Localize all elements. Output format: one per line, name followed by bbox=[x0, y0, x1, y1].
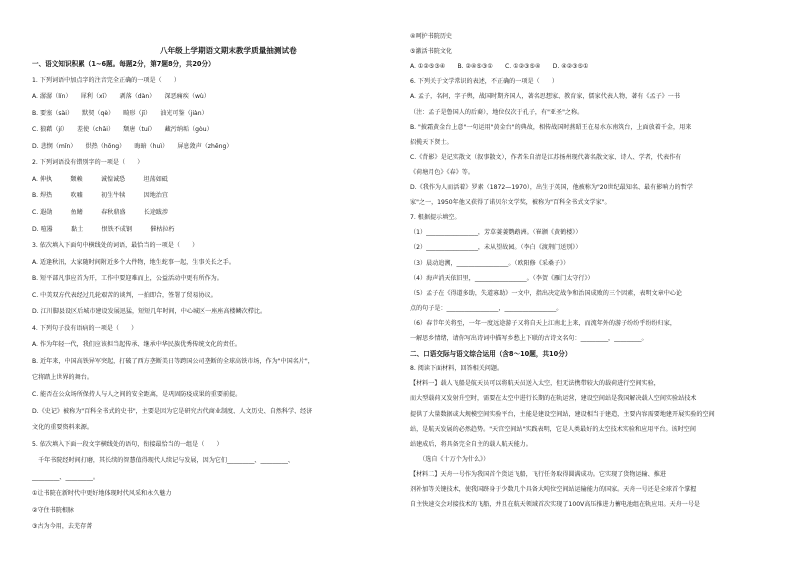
right-line-16: （4）海声消天依旧里，_________________。（李贺《雁门太守行》） bbox=[410, 274, 594, 282]
right-line-30: 剂补加等关键技术，使我国跻身于少数几个具备大吨位空间站运输能力的国家。天舟一号还是全球首个掌握 bbox=[410, 486, 697, 493]
right-line-24: 而大型载荷又发射升空时，需要在太空中进行长期的在轨运营，建设空间站是我国解决载人空间实验站技术 bbox=[410, 395, 697, 403]
right-line-13: （1）_________________，芳草萋萋鹦鹉洲。（崔颢《黄鹤楼》） bbox=[410, 229, 582, 237]
right-line-15: （3）晨动追溯，_________________。（欧阳修《采桑子》） bbox=[410, 259, 570, 267]
right-line-25: 提供了大量数据或大规模空间实验平台，主能是建设空间站，建设相当于建造，主要内容需要地建开展实验的空间 bbox=[410, 410, 715, 418]
right-line-7: 招揽天下贤士。 bbox=[410, 138, 453, 146]
left-line-4: C. 狼藉（jí） 差使（chāi） 颓唐（tuí） 藏污纳垢（gòu） bbox=[32, 126, 213, 134]
left-line-16: 4. 下列句子没有语病的一项是（ ） bbox=[32, 324, 138, 332]
right-line-18: 点的句子是：_________________，_________________。 bbox=[410, 304, 563, 312]
right-line-19: （6）春节年关将至，一年一度远途游子又将自天上江南北上来，而流年外的游子纷纷乎纷纷归家， bbox=[410, 319, 676, 327]
right-line-12: 7. 根据提示填空。 bbox=[410, 214, 461, 222]
right-line-5: （注：孟子是鲁国人的后裔），地位仅次于孔子，有"亚圣"之称。 bbox=[410, 108, 584, 116]
right-line-22: 8. 阅读下面材料，回答相关问题。 bbox=[410, 365, 504, 373]
left-line-7: A. 伸执 颓赖 诚惶诚恐 坦荡如砥 bbox=[32, 175, 168, 183]
right-line-3: 6. 下列关于文学常识的表述，不正确的一项是（ ） bbox=[410, 78, 558, 86]
right-line-14: （2）_________________，未从望故园。（李白《渡荆门送别》） bbox=[410, 244, 582, 252]
left-line-27: ②守住书院根脉 bbox=[32, 506, 75, 514]
left-line-24: 千年书院经时间打磨，其长续的智慧值得现代人续记与发展，因为它们_________、_________、 bbox=[32, 457, 295, 465]
right-line-0: ④呵护书院历史 bbox=[410, 33, 453, 40]
right-line-17: （5）孟子在《得道多助，失道寡助》一文中，指出决定战争和治国成败的三个因素，表明文章中心论 bbox=[410, 289, 683, 297]
left-line-15: D. 江川脚县设区后城市建设发展迅猛，短短几年时间，中心城区一座座高楼鳞次栉比。 bbox=[32, 308, 267, 316]
right-line-20: 一解思乡情绪，请你写出诗词中描写乡愁上下联的古诗文名句：_________，_________。 bbox=[410, 335, 648, 342]
right-line-8: C.《背影》是记实散文（叙事散文），作者朱自清是江苏扬州现代著名散文家、诗人、学者，代表作有 bbox=[410, 153, 682, 161]
right-line-27: 站建成后，将具备完全自主的载人航天能力。 bbox=[410, 440, 532, 448]
right-line-26: 站，是航天发展的必然趋势。"天宫空间站"实践表明，它是人类最好的太空技术实验和应用平台。该时空间 bbox=[410, 425, 696, 433]
right-line-2: A. ①②⑤③④ B. ②④⑤③① C. ①②③⑤④ D. ④②③⑤① bbox=[410, 63, 589, 71]
left-line-0: 一、语文知识积累（1~6题。每题2分，第7题8分，共20分） bbox=[32, 60, 215, 68]
page-title: 八年级上学期语文期末教学质量抽测试卷 bbox=[160, 46, 297, 55]
left-line-28: ③古为今用，去芜存菁 bbox=[32, 523, 93, 531]
left-line-18: B. 近年来，中国高铁异军突起，打破了西方垄断美日等跨国公司垄断的全球高铁市场，作为"中国名片"， bbox=[32, 357, 314, 365]
right-line-23: 【材料一】载人飞船是航天员可以将航天员送入太空，但无法携带较大的载荷进行空间实验， bbox=[410, 380, 660, 388]
left-line-8: B. 焊热 吹嘘 初生牛犊 因地治宜 bbox=[32, 192, 169, 200]
right-line-21: 二、口语交际与语文综合运用（含8～10题，共10分） bbox=[410, 350, 572, 359]
left-line-6: 2. 下列词语没有错别字的一项是（ ） bbox=[32, 159, 144, 167]
left-line-2: A. 潺潺（lín） 犀利（xī） 剥落（dàn） 深恶痛疾（wù） bbox=[32, 93, 210, 101]
left-line-13: B. 短平部凡事应首为开，工作中要迎难而上，公益活动中更有所作为。 bbox=[32, 275, 223, 283]
right-line-11: 家"之一，1950年他又获得了诺贝尔文学奖，被称为"百科全书式文学家"。 bbox=[410, 199, 611, 207]
right-line-28: （选自《十万个为什么》） bbox=[410, 455, 490, 463]
right-line-10: D.《我作为人而活着》罗素（1872—1970），出生于英国，他被称为"20世纪最知名、最有影响力的哲学 bbox=[410, 184, 693, 191]
left-line-21: D.《史记》被称为"百科全书式的史书"，主要是因为它是研究古代商业制度、人文历史、自然科学、经济 bbox=[32, 407, 313, 415]
right-line-29: 【材料二】天舟一号作为我国首个货运飞船，飞行任务取得圆满成功。它实现了货物运输、推进 bbox=[410, 470, 666, 478]
right-line-31: 自主快速交会对接技术的飞船，并且在航天领域首次实现了100V高压推进力蓄电池组在轨应用。天舟一号是 bbox=[410, 501, 701, 509]
left-line-1: 1. 下列词语中加点字的注音完全正确的一项是（ ） bbox=[32, 76, 180, 84]
right-line-6: B. "披霜黄金台上意"一句运用"黄金台"的典故，相传战国时燕昭王在易水东南筑台，上面放着千金，用来 bbox=[410, 123, 692, 131]
left-line-10: D. 喧嚣 黏土 恨铁不成钢 催枯拉朽 bbox=[32, 225, 175, 233]
left-line-26: ①让书院在新时代中更好地体现时代风采和永久魅力 bbox=[32, 490, 172, 498]
right-line-4: A. 孟子，名轲，字子舆，战国时期齐国人，著名思想家、教育家，儒家代表人物，著有《孟子》一书 bbox=[410, 93, 680, 101]
left-line-14: C. 中美双方代表经过几轮艰苦的谈判，一拍即合，签署了贸易协议。 bbox=[32, 291, 217, 299]
right-line-9: 《荷塘月色》《春》等。 bbox=[410, 168, 474, 176]
left-line-9: C. 遐勋 鱼鳍 春秋鼎盛 长途跋涉 bbox=[32, 208, 169, 216]
right-line-1: ⑤激活书院文化 bbox=[410, 48, 453, 56]
left-line-22: 文化的重要资料来源。 bbox=[32, 424, 93, 432]
left-line-3: B. 要塞（sài） 默契（qè） 畸形（jī） 油光可鉴（jiàn） bbox=[32, 109, 208, 117]
left-line-25: _________、_________。 bbox=[32, 473, 100, 481]
left-line-23: 5. 依次填入下面一段文字横线处的语句，衔接最恰当的一组是（ ） bbox=[32, 440, 223, 448]
left-line-19: 它将踏上世界的舞台。 bbox=[32, 374, 93, 382]
left-line-20: C. 能否在公众场所保持人与人之间的安全距离，是巩固防疫成果的重要前提。 bbox=[32, 391, 242, 398]
left-line-5: D. 悲悯（mǐn） 烘热（hōng） 晦暗（huì） 屏息敛声（zhēng） bbox=[32, 142, 233, 150]
left-line-12: A. 适逢秋汛，大家随时间附近多个大件物，地生蛇事一起，生事关长之手。 bbox=[32, 258, 235, 266]
left-line-11: 3. 依次填入下面句中横线处的词语，最恰当的一项是（ ） bbox=[32, 242, 199, 250]
left-line-17: A. 作为年轻一代，我们应该担当起传承、继承中华民族优秀传统文化的责任。 bbox=[32, 341, 242, 349]
